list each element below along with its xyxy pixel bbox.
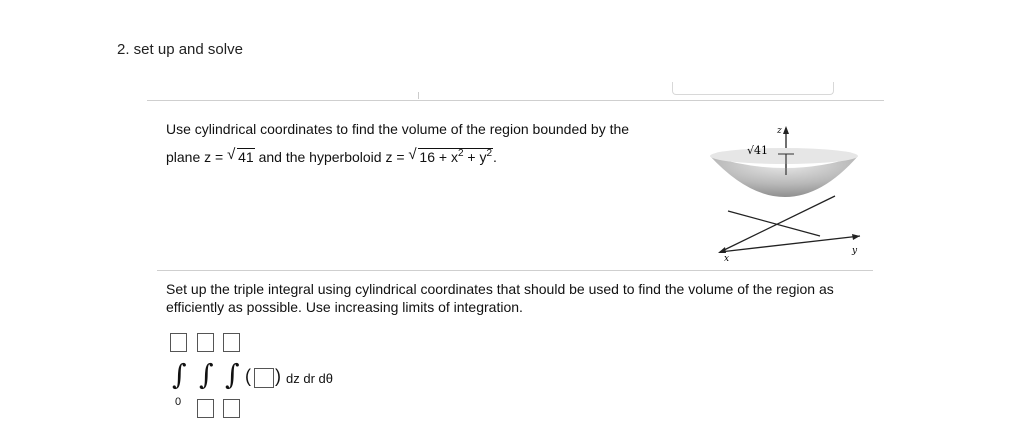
outer-lower-limit: 0 xyxy=(175,396,182,408)
axis-y-line xyxy=(720,236,860,252)
open-paren: ( xyxy=(245,366,251,386)
top-panel-edge xyxy=(672,82,834,95)
divider-top xyxy=(147,100,884,101)
axis-z-label: z xyxy=(777,126,782,136)
hyperboloid-radicand xyxy=(418,148,493,165)
exponent-1: 2 xyxy=(457,148,464,159)
inner-lower-limit-input[interactable] xyxy=(223,399,240,418)
hyperboloid-prefix: and the hyperboloid z = xyxy=(254,149,409,165)
inner-upper-limit-input[interactable] xyxy=(223,333,240,352)
bowl-rim xyxy=(710,148,858,164)
axis-y-label: y xyxy=(852,246,858,256)
plane-sqrt xyxy=(227,143,255,171)
problem-line-1: Use cylindrical coordinates to find the volume of the region bounded by the xyxy=(166,121,630,137)
radicand-part-1: 16 + x xyxy=(419,149,458,165)
hyperboloid-sqrt xyxy=(408,143,493,171)
plane-prefix: plane z = xyxy=(166,149,228,165)
integral-sign-icon: ∫ xyxy=(199,358,214,391)
problem-line-2 xyxy=(166,143,629,171)
plane-radicand: 41 xyxy=(238,149,254,165)
divider-middle xyxy=(157,270,873,271)
radical-icon: √ xyxy=(408,146,417,163)
close-paren: ) xyxy=(275,366,281,386)
differentials: dz dr dθ xyxy=(286,371,333,386)
problem-statement xyxy=(166,115,629,171)
axis-x-label: x xyxy=(724,254,730,264)
axis-x-arrow-icon xyxy=(718,247,726,253)
axis-y-arrow-icon xyxy=(852,234,860,240)
middle-upper-limit-input[interactable] xyxy=(197,333,214,352)
height-label: √41 xyxy=(747,144,769,157)
axis-plane-line xyxy=(728,211,820,236)
sentence-end: . xyxy=(493,149,497,165)
divider-tick xyxy=(418,92,419,99)
middle-lower-limit-input[interactable] xyxy=(197,399,214,418)
question-heading: 2. set up and solve xyxy=(117,41,243,58)
integral-sign-icon: ∫ xyxy=(172,358,187,391)
hyperboloid-graph xyxy=(700,118,870,266)
radicand-part-2: + y xyxy=(463,149,487,165)
axis-z-arrow-icon xyxy=(783,126,789,134)
exponent-2: 2 xyxy=(486,148,493,159)
radical-icon: √ xyxy=(227,146,236,163)
integral-sign-icon: ∫ xyxy=(225,358,240,391)
outer-upper-limit-input[interactable] xyxy=(170,333,187,352)
instructions-text: Set up the triple integral using cylindrical coordinates that should be used to find the volume of the region as efficiently as possible. Use increasing limits of integration. xyxy=(166,281,834,315)
integrand-input[interactable] xyxy=(254,368,274,388)
